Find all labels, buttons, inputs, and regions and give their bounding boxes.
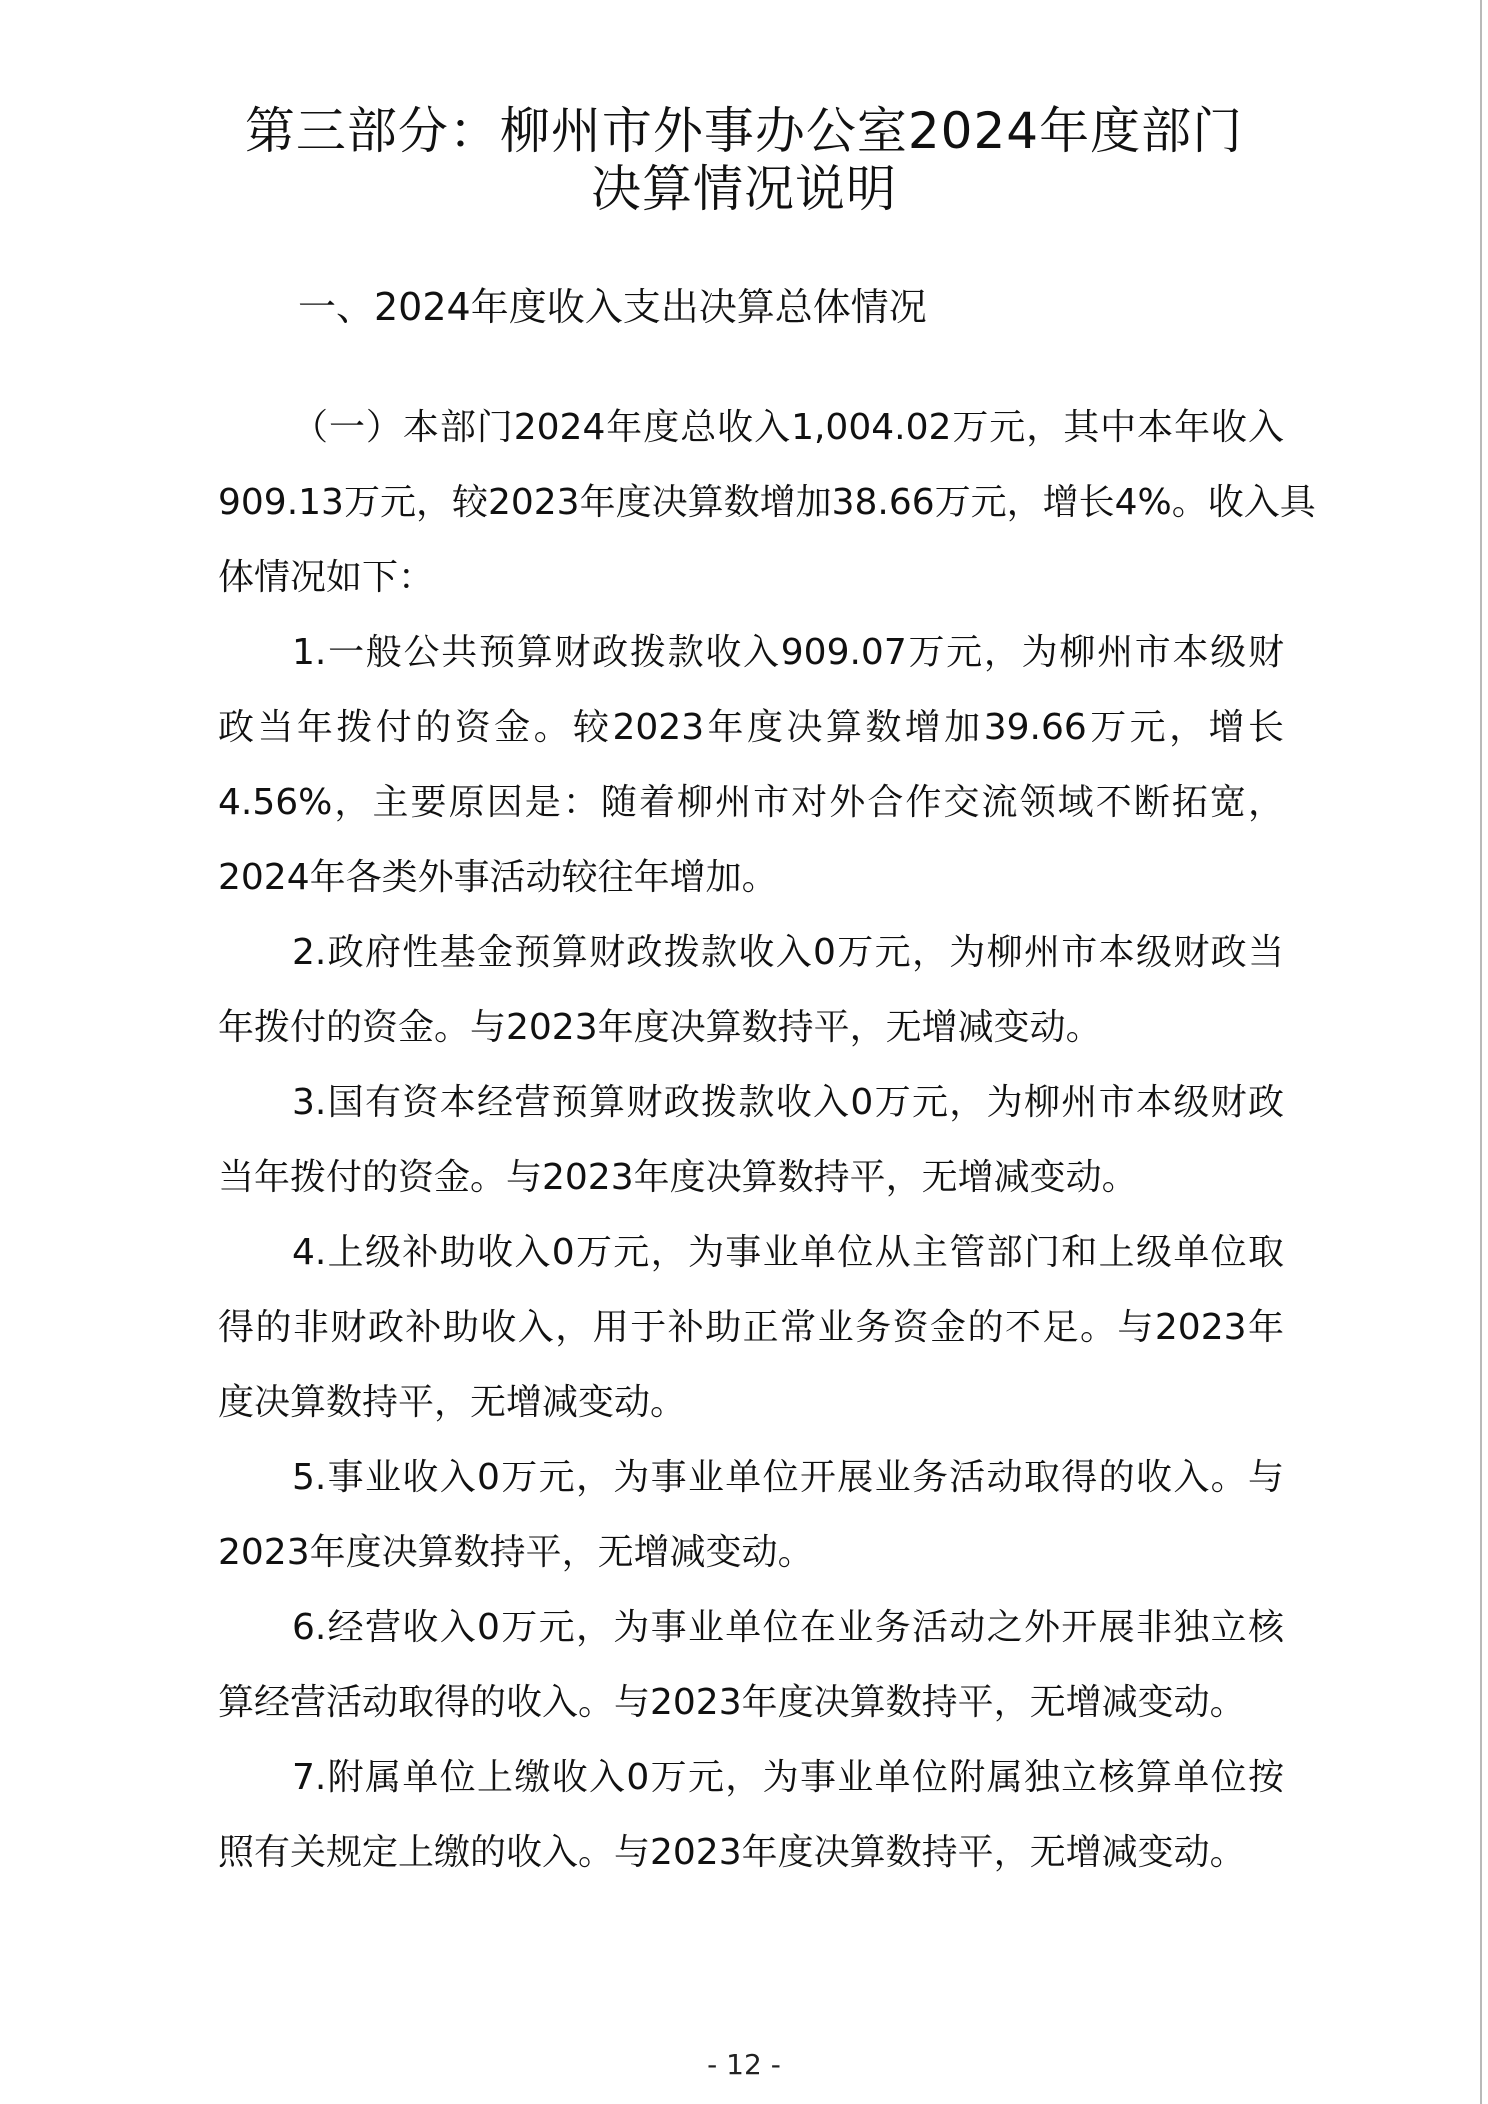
paragraph-line: 2023年度决算数持平，无增减变动。	[218, 1532, 814, 1573]
paragraph-line: 年拨付的资金。与2023年度决算数持平，无增减变动。	[218, 1007, 1102, 1048]
paragraph-line: 2024年各类外事活动较往年增加。	[218, 857, 778, 898]
paragraph-line: 当年拨付的资金。与2023年度决算数持平，无增减变动。	[218, 1157, 1138, 1198]
paragraph-line: 2.政府性基金预算财政拨款收入0万元，为柳州市本级财政当	[292, 932, 1284, 973]
paragraph-superior-subsidy	[218, 1215, 1284, 1440]
title-line: 第三部分：柳州市外事办公室2024年度部门	[244, 102, 1244, 160]
paragraph-line: 5.事业收入0万元，为事业单位开展业务活动取得的收入。与	[292, 1457, 1284, 1498]
paragraph-line: 6.经营收入0万元，为事业单位在业务活动之外开展非独立核	[292, 1607, 1284, 1648]
title-line: 决算情况说明	[591, 160, 897, 218]
paragraph-line: 1.一般公共预算财政拨款收入909.07万元，为柳州市本级财	[292, 632, 1284, 673]
paragraph-line: 照有关规定上缴的收入。与2023年度决算数持平，无增减变动。	[218, 1832, 1246, 1873]
paragraph-general-budget	[218, 615, 1284, 915]
paragraph-business-income	[218, 1440, 1284, 1590]
body-text	[218, 390, 1316, 1890]
paragraph-line: 得的非财政补助收入，用于补助正常业务资金的不足。与2023年	[218, 1307, 1284, 1348]
paragraph-line: 7.附属单位上缴收入0万元，为事业单位附属独立核算单位按	[292, 1757, 1284, 1798]
paragraph-line: 909.13万元，较2023年度决算数增加38.66万元，增长4%。收入具	[218, 482, 1316, 523]
paragraph-line: 4.上级补助收入0万元，为事业单位从主管部门和上级单位取	[292, 1232, 1284, 1273]
paragraph-state-capital	[218, 1065, 1284, 1215]
page-title	[160, 102, 1328, 218]
paragraph-total-income	[218, 390, 1316, 615]
paragraph-line: （一）本部门2024年度总收入1,004.02万元，其中本年收入	[292, 407, 1284, 448]
paragraph-line: 4.56%，主要原因是：随着柳州市对外合作交流领域不断拓宽，	[218, 782, 1284, 823]
paragraph-line: 3.国有资本经营预算财政拨款收入0万元，为柳州市本级财政	[292, 1082, 1284, 1123]
section-heading: 一、2024年度收入支出决算总体情况	[298, 285, 927, 329]
paragraph-line: 体情况如下：	[218, 557, 435, 598]
page-number: - 12 -	[707, 2048, 781, 2081]
paragraph-line: 度决算数持平，无增减变动。	[218, 1382, 687, 1423]
paragraph-affiliated-income	[218, 1740, 1284, 1890]
paragraph-line: 政当年拨付的资金。较2023年度决算数增加39.66万元，增长	[218, 707, 1284, 748]
paragraph-operating-income	[218, 1590, 1284, 1740]
paragraph-government-fund	[218, 915, 1284, 1065]
paragraph-line: 算经营活动取得的收入。与2023年度决算数持平，无增减变动。	[218, 1682, 1246, 1723]
page-edge	[1480, 0, 1482, 2104]
